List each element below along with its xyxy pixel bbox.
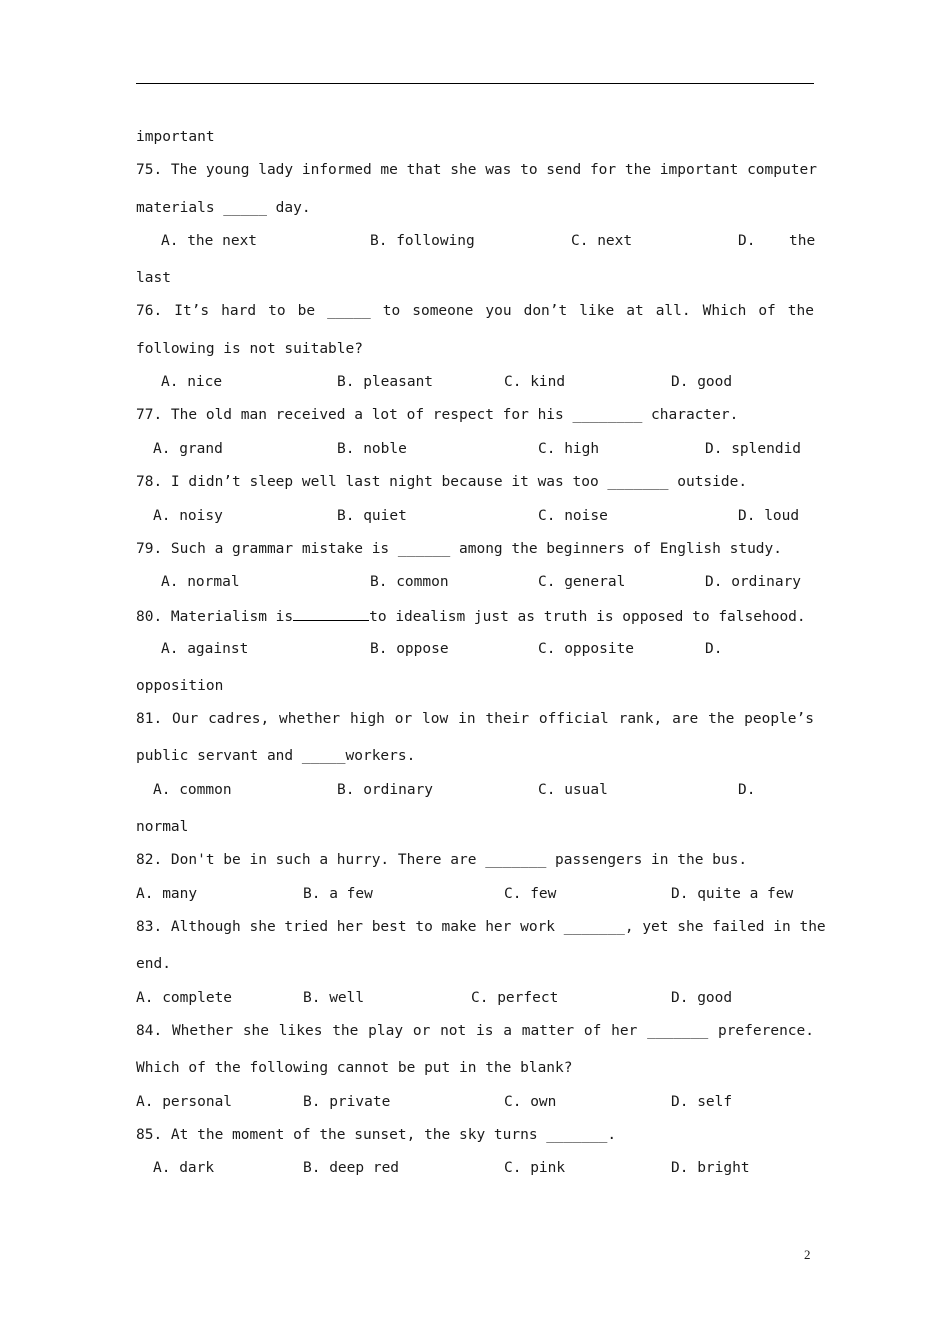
q78-option-a: A. noisy (153, 508, 223, 524)
q84-option-c: C. own (504, 1094, 557, 1110)
q84-option-a: A. personal (136, 1094, 233, 1110)
q78-option-b: B. quiet (337, 508, 407, 524)
q75-option-d: D. (738, 233, 756, 249)
q75-option-c: C. next (571, 233, 633, 249)
q80-option-c: C. opposite (538, 641, 635, 657)
q80-text-pre: 80. Materialism is (136, 609, 294, 625)
question-81-line2: public servant and _____workers. (136, 748, 416, 764)
q81-option-a: A. common (153, 782, 232, 798)
q82-option-c: C. few (504, 886, 557, 902)
q85-option-c: C. pink (504, 1160, 566, 1176)
q79-option-d: D. ordinary (705, 574, 802, 590)
question-83-line2: end. (136, 956, 171, 972)
q79-option-c: C. general (538, 574, 626, 590)
question-77-line1: 77. The old man received a lot of respect for his ________ character. (136, 407, 739, 423)
q81-option-b: B. ordinary (337, 782, 434, 798)
q75-option-d-cont: last (136, 270, 171, 286)
q81-option-c: C. usual (538, 782, 608, 798)
question-76-line2: following is not suitable? (136, 341, 363, 357)
q77-option-c: C. high (538, 441, 600, 457)
q76-option-d: D. good (671, 374, 733, 390)
q85-option-d: D. bright (671, 1160, 750, 1176)
question-84-line1: 84. Whether she likes the play or not is a matter of her _______ preference. (136, 1023, 814, 1039)
q81-option-d: D. (738, 782, 756, 798)
question-85-line1: 85. At the moment of the sunset, the sky turns _______. (136, 1127, 617, 1143)
question-80-line1 (136, 606, 806, 626)
q76-option-a: A. nice (161, 374, 223, 390)
question-75-line1: 75. The young lady informed me that she was to send for the important computer (136, 162, 817, 178)
q77-option-b: B. noble (337, 441, 407, 457)
q79-option-a: A. normal (161, 574, 240, 590)
q82-option-d: D. quite a few (671, 886, 794, 902)
q75-option-b: B. following (370, 233, 475, 249)
q75-option-d-word: the (789, 233, 816, 249)
q75-option-a: A. the next (161, 233, 258, 249)
q85-option-b: B. deep red (303, 1160, 400, 1176)
q80-option-b: B. oppose (370, 641, 449, 657)
q76-option-c: C. kind (504, 374, 566, 390)
question-84-line2: Which of the following cannot be put in the blank? (136, 1060, 573, 1076)
question-79-line1: 79. Such a grammar mistake is ______ among the beginners of English study. (136, 541, 783, 557)
q78-option-c: C. noise (538, 508, 608, 524)
question-78-line1: 78. I didn’t sleep well last night because it was too _______ outside. (136, 474, 748, 490)
q82-option-b: B. a few (303, 886, 373, 902)
q80-option-a: A. against (161, 641, 249, 657)
question-76-line1: 76. It’s hard to be _____ to someone you don’t like at all. Which of the (136, 303, 814, 319)
q82-option-a: A. many (136, 886, 198, 902)
q83-option-d: D. good (671, 990, 733, 1006)
q79-option-b: B. common (370, 574, 449, 590)
q80-option-d: D. (705, 641, 723, 657)
q80-option-d-cont: opposition (136, 678, 224, 694)
q77-option-d: D. splendid (705, 441, 802, 457)
q76-option-b: B. pleasant (337, 374, 434, 390)
q81-option-d-cont: normal (136, 819, 189, 835)
question-83-line1: 83. Although she tried her best to make her work _______, yet she failed in the (136, 919, 826, 935)
q84-option-b: B. private (303, 1094, 391, 1110)
q77-option-a: A. grand (153, 441, 223, 457)
q85-option-a: A. dark (153, 1160, 215, 1176)
page-number: 2 (804, 1247, 811, 1262)
carry-over-text: important (136, 129, 215, 145)
q83-option-b: B. well (303, 990, 365, 1006)
q84-option-d: D. self (671, 1094, 733, 1110)
question-81-line1: 81. Our cadres, whether high or low in their official rank, are the people’s (136, 711, 814, 727)
q78-option-d: D. loud (738, 508, 800, 524)
q80-blank (293, 606, 369, 621)
q83-option-a: A. complete (136, 990, 233, 1006)
q80-text-post: to idealism just as truth is opposed to falsehood. (369, 609, 806, 625)
question-82-line1: 82. Don't be in such a hurry. There are _______ passengers in the bus. (136, 852, 748, 868)
question-75-line2: materials _____ day. (136, 200, 311, 216)
q83-option-c: C. perfect (471, 990, 559, 1006)
header-rule (136, 83, 814, 84)
